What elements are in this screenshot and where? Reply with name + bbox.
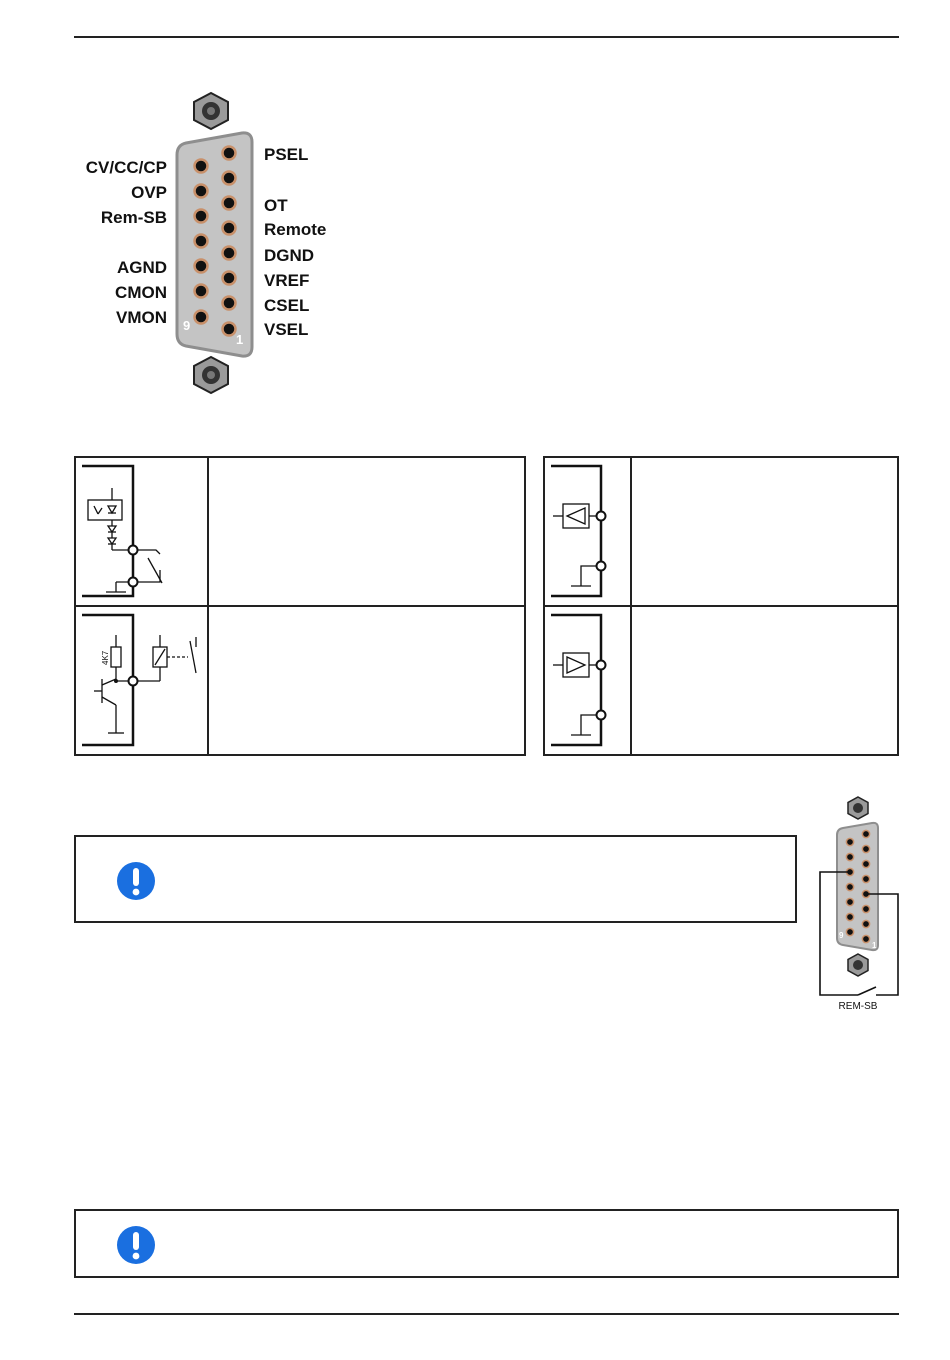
pin-label-cv-cc-cp: CV/CC/CP: [85, 158, 167, 177]
dsub15-connector-diagram: [60, 85, 360, 405]
pin-label-remote: Remote: [264, 220, 327, 239]
pin-label-vref: VREF: [264, 271, 310, 290]
exclamation-icon: [116, 861, 156, 901]
pin-label-agnd: AGND: [116, 258, 167, 277]
analog-io-circuit-table: [543, 456, 899, 756]
exclamation-icon: [116, 1225, 156, 1265]
pin-label-vmon: VMON: [116, 308, 167, 327]
top-screw-icon: [194, 93, 228, 129]
small-pin-number-9: 9: [839, 931, 844, 940]
small-bottom-screw-icon: [848, 954, 868, 976]
pin-label-psel: PSEL: [264, 145, 309, 164]
analog-input-schematic: [545, 458, 630, 605]
footer-rule: [74, 1313, 899, 1315]
notice-box-1: [74, 835, 797, 923]
bottom-screw-icon: [194, 357, 228, 393]
pin-label-rem-sb: Rem-SB: [100, 208, 167, 227]
pin-label-csel: CSEL: [264, 296, 310, 315]
pin-label-vsel: VSEL: [264, 320, 309, 339]
small-pin-number-1: 1: [872, 941, 877, 950]
resistor-value-label: 4K7: [101, 650, 110, 665]
pin-label-ot: OT: [264, 196, 288, 215]
pin-number-9: 9: [183, 318, 191, 333]
small-top-screw-icon: [848, 797, 868, 819]
pin-number-1: 1: [236, 332, 244, 347]
rem-sb-label: REM-SB: [838, 1001, 878, 1012]
transistor-output-schematic: [76, 607, 207, 754]
pin-label-dgnd: DGND: [264, 246, 315, 265]
rem-sb-wiring-diagram: [810, 795, 910, 1020]
pin-label-ovp: OVP: [131, 183, 167, 202]
header-rule: [74, 36, 899, 38]
notice-box-2: [74, 1209, 899, 1278]
analog-output-schematic: [545, 607, 630, 754]
optocoupler-input-schematic: [76, 458, 207, 605]
pin-label-cmon: CMON: [115, 283, 167, 302]
digital-io-circuit-table: [74, 456, 526, 756]
